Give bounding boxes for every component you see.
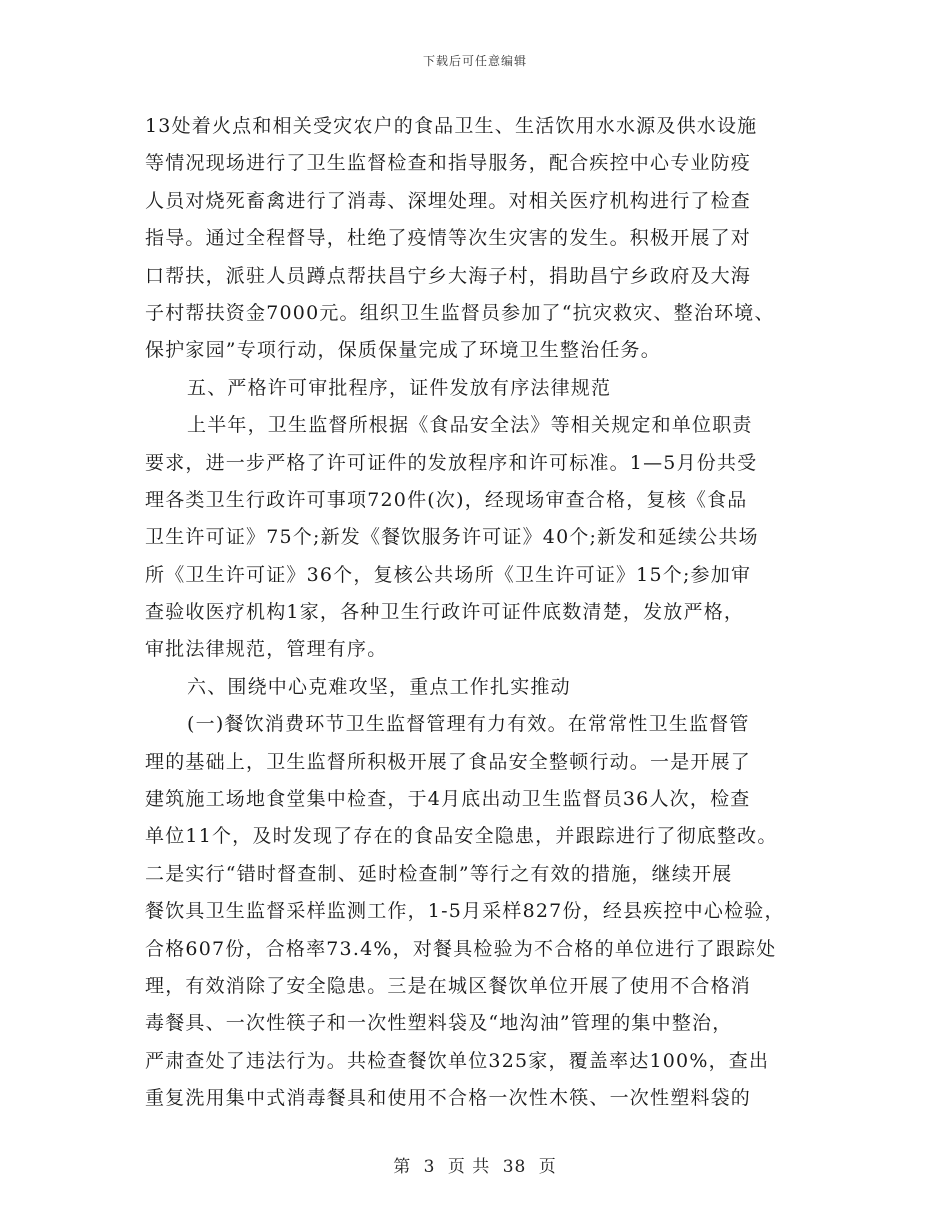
text-line: 指导。通过全程督导，杜绝了疫情等次生灾害的发生。积极开展了对 — [145, 227, 752, 250]
text-line: 人员对烧死畜禽进行了消毒、深埋处理。对相关医疗机构进行了检查 — [145, 189, 752, 212]
text-line: 理各类卫生行政许可事项720件(次)，经现场审查合格，复核《食品 — [145, 488, 748, 511]
text-line: 13处着火点和相关受灾农户的食品卫生、生活饮用水水源及供水设施 — [145, 115, 758, 137]
text-line: 上半年，卫生监督所根据《食品安全法》等相关规定和单位职责 — [187, 414, 753, 437]
footer-middle: 页 共 — [447, 1157, 491, 1177]
header-note: 下载后可任意编辑 — [422, 54, 527, 68]
footer-total-pages: 38 — [502, 1157, 527, 1177]
footer-suffix: 页 — [538, 1157, 557, 1177]
text-line: 二是实行“错时督查制、延时检查制”等行之有效的措施，继续开展 — [145, 862, 733, 885]
text-line: 重复洗用集中式消毒餐具和使用不合格一次性木筷、一次性塑料袋的 — [145, 1087, 752, 1110]
text-line: 餐饮具卫生监督采样监测工作，1-5月采样827份，经县疾控中心检验， — [145, 900, 785, 923]
text-line: 单位11个，及时发现了存在的食品安全隐患，并跟踪进行了彻底整改。 — [145, 825, 778, 848]
text-line: 五、严格许可审批程序，证件发放有序法律规范 — [187, 376, 612, 399]
text-line: 六、围绕中心克难攻坚，重点工作扎实推动 — [187, 675, 571, 698]
text-line: 审批法律规范，管理有序。 — [145, 638, 388, 661]
text-line: 子村帮扶资金7000元。组织卫生监督员参加了“抗灾救灾、整治环境、 — [145, 301, 775, 324]
text-line: 保护家园”专项行动，保质保量完成了环境卫生整治任务。 — [145, 339, 661, 362]
text-line: 等情况现场进行了卫生监督检查和指导服务，配合疾控中心专业防疫 — [145, 152, 752, 175]
text-line: 口帮扶，派驻人员蹲点帮扶昌宁乡大海子村，捐助昌宁乡政府及大海 — [145, 264, 752, 287]
text-line: (一)餐饮消费环节卫生监督管理有力有效。在常常性卫生监督管 — [187, 713, 750, 736]
text-line: 理的基础上，卫生监督所积极开展了食品安全整顿行动。一是开展了 — [145, 750, 752, 773]
text-line: 所《卫生许可证》36个，复核公共场所《卫生许可证》15个;参加审 — [145, 563, 752, 586]
text-line: 卫生许可证》75个;新发《餐饮服务许可证》40个;新发和延续公共场 — [145, 526, 759, 549]
text-line: 合格607份，合格率73.4%，对餐具检验为不合格的单位进行了跟踪处 — [145, 937, 777, 960]
text-line: 查验收医疗机构1家，各种卫生行政许可证件底数清楚，发放严格， — [145, 601, 745, 624]
footer-prefix: 第 — [393, 1157, 412, 1177]
text-line: 建筑施工场地食堂集中检查，于4月底出动卫生监督员36人次，检查 — [145, 788, 751, 811]
text-line: 毒餐具、一次性筷子和一次性塑料袋及“地沟油”管理的集中整治， — [145, 1012, 733, 1035]
footer-page-number: 3 — [423, 1157, 436, 1177]
text-line: 严肃查处了违法行为。共检查餐饮单位325家，覆盖率达100%，查出 — [145, 1049, 770, 1072]
text-line: 理，有效消除了安全隐患。三是在城区餐饮单位开展了使用不合格消 — [145, 974, 752, 997]
document-body — [145, 108, 817, 1118]
text-line: 要求，进一步严格了许可证件的发放程序和许可标准。1—5月份共受 — [145, 451, 758, 474]
page-footer — [0, 1152, 950, 1177]
